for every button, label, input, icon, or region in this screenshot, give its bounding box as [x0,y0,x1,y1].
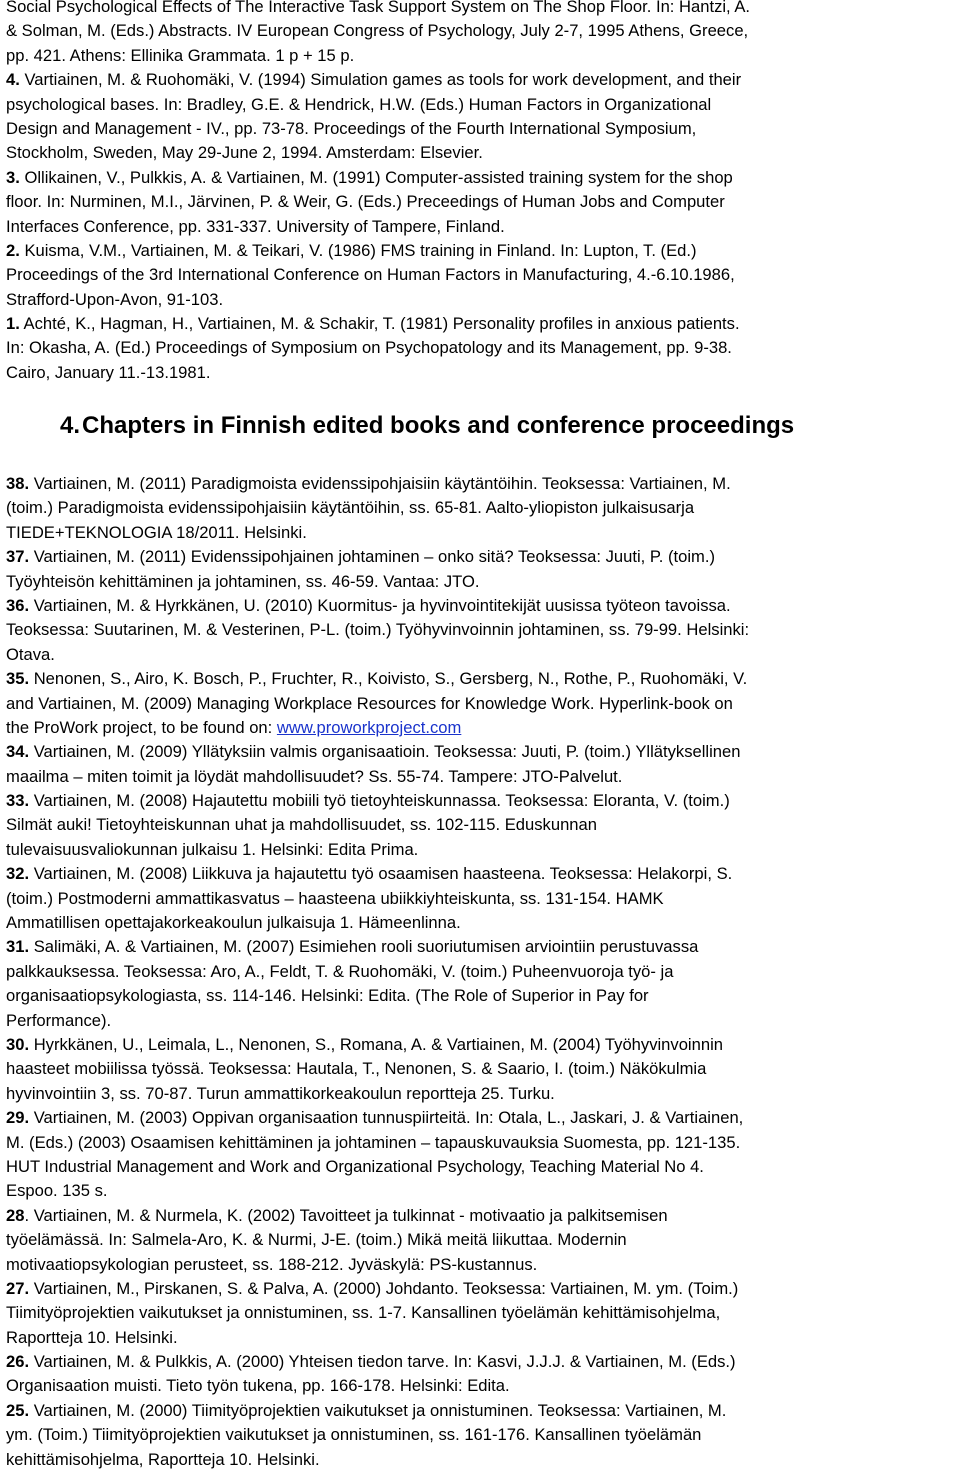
reference-text: Proceedings of the 3rd International Conference on Human Factors in Manufacturing, 4.-6.10.1986, [6,265,735,285]
reference-text: Hyrkkänen, U., Leimala, L., Nenonen, S., Romana, A. & Vartiainen, M. (2004) Työhyvinvoinnin [29,1034,723,1054]
reference-text: Ollikainen, V., Pulkkis, A. & Vartiainen, M. (1991) Computer-assisted training system for the shop [19,167,733,187]
section-title: Chapters in Finnish edited books and conference proceedings [82,412,795,439]
reference-text: Silmät auki! Tietoyhteiskunnan uhat ja mahdollisuudet, ss. 102-115. Eduskunnan [6,815,597,835]
reference-text: Stockholm, Sweden, May 29-June 2, 1994. Amsterdam: Elsevier. [6,143,483,163]
reference-text: Kuisma, V.M., Vartiainen, M. & Teikari, V. (1986) FMS training in Finland. In: Lupton, T. (Ed.) [19,240,697,260]
reference-number: 33. [6,791,30,811]
reference-entry-1 [6,312,958,336]
reference-text: Vartiainen, M. & Pulkkis, A. (2000) Yhteisen tiedon tarve. In: Kasvi, J.J.J. & Vartiainen, M. (Eds.) [29,1352,736,1372]
reference-text: In: Okasha, A. (Ed.) Proceedings of Symposium on Psychopatology and its Management, pp. 9-38. [6,338,732,358]
reference-entry-32 [6,862,958,886]
reference-entry-36 [6,594,958,618]
reference-text: psychological bases. In: Bradley, G.E. & Hendrick, H.W. (Eds.) Human Factors in Organizational [6,94,712,114]
reference-number: 34. [6,742,30,762]
reference-number: 2. [6,240,20,260]
reference-number: 26. [6,1352,30,1372]
reference-text: Ammatillisen opettajakorkeakoulun julkaisuja 1. Hämeenlinna. [6,913,461,933]
section-number: 4. [59,412,80,439]
reference-text: organisaatiopsykologiasta, ss. 114-146. Helsinki: Edita. (The Role of Superior in Pay for [6,986,649,1006]
reference-text: Tiimityöprojektien vaikutukset ja onnistuminen, ss. 1-7. Kansallinen työelämän kehittämisohjelma, [6,1303,721,1323]
reference-text: and Vartiainen, M. (2009) Managing Workplace Resources for Knowledge Work. Hyperlink-book on [6,693,733,713]
reference-entry-4 [6,68,958,92]
reference-text: M. (Eds.) (2003) Osaamisen kehittäminen ja johtaminen – tapauskuvauksia Suomesta, pp. 121-135. [6,1132,741,1152]
reference-number: 1. [6,314,20,334]
reference-number: 35. [6,669,30,689]
reference-text: (toim.) Paradigmoista evidenssipohjaisiin käytäntöihin, ss. 65-81. Aalto-yliopiston julkaisusarja [6,498,695,518]
reference-text: Performance). [6,1010,112,1030]
reference-text: (toim.) Postmoderni ammattikasvatus – haasteena ubiikkiyhteiskunta, ss. 131-154. HAMK [6,888,664,908]
prowork-link[interactable]: www.proworkproject.com [276,717,462,737]
reference-number: 4. [6,70,20,90]
reference-text: Teoksessa: Suutarinen, M. & Vesterinen, P-L. (toim.) Työhyvinvoinnin johtaminen, ss. 79-99. Helsinki: [6,620,750,640]
reference-text: Cairo, January 11.-13.1981. [6,362,211,382]
reference-text: Vartiainen, M. (2003) Oppivan organisaation tunnuspiirteitä. In: Otala, L., Jaskari, J. & Vartiainen, [29,1108,744,1128]
reference-text: Espoo. 135 s. [6,1181,108,1201]
reference-entry-29 [6,1106,958,1130]
reference-number: 36. [6,595,30,615]
reference-text: HUT Industrial Management and Work and Organizational Psychology, Teaching Material No 4. [6,1156,704,1176]
reference-text: the ProWork project, to be found on: [6,717,277,737]
reference-entry-35 [6,667,958,691]
reference-entry-38 [6,472,958,496]
reference-entry-2 [6,239,958,263]
reference-text: motivaatiopsykologian perusteet, ss. 188-212. Jyväskylä: PS-kustannus. [6,1254,538,1274]
reference-text: TIEDE+TEKNOLOGIA 18/2011. Helsinki. [6,522,307,542]
reference-number: 3. [6,167,20,187]
reference-entry-27 [6,1277,958,1301]
ref-continuation-line: & Solman, M. (Eds.) Abstracts. IV European Congress of Psychology, July 2-7, 1995 Athens, Greece, [6,21,749,41]
reference-text: Salimäki, A. & Vartiainen, M. (2007) Esimiehen rooli suoriutumisen arviointiin perustuvassa [29,937,699,957]
reference-text: Vartiainen, M. (2000) Tiimityöprojektien vaikutukset ja onnistuminen. Teoksessa: Vartiainen, M. [29,1400,727,1420]
reference-text: Vartiainen, M. & Ruohomäki, V. (1994) Simulation games as tools for work development, and their [19,70,742,90]
reference-text: Nenonen, S., Airo, K. Bosch, P., Fruchter, R., Koivisto, S., Gersberg, N., Rothe, P., Ruohomäki, V. [29,669,748,689]
reference-text: Vartiainen, M. (2011) Paradigmoista evidenssipohjaisiin käytäntöihin. Teoksessa: Vartiainen, M. [29,474,731,493]
reference-text: hyvinvointiin 3, ss. 70-87. Turun ammattikorkeakoulun reportteja 25. Turku. [6,1083,555,1103]
reference-text: . Vartiainen, M. & Nurmela, K. (2002) Tavoitteet ja tulkinnat - motivaatio ja palkitsemisen [24,1205,668,1225]
reference-number: 27. [6,1278,30,1298]
reference-entry-37 [6,545,958,569]
reference-text: Interfaces Conference, pp. 331-337. University of Tampere, Finland. [6,216,505,236]
reference-number: 38. [6,474,30,493]
reference-entry-31 [6,935,958,959]
reference-entry-28 [6,1204,958,1228]
reference-text: Vartiainen, M., Pirskanen, S. & Palva, A. (2000) Johdanto. Teoksessa: Vartiainen, M. ym. (Toim.) [29,1278,739,1298]
reference-number: 28 [6,1205,25,1225]
reference-number: 25. [6,1400,30,1420]
reference-number: 29. [6,1108,30,1128]
reference-text: Achté, K., Hagman, H., Vartiainen, M. & Schakir, T. (1981) Personality profiles in anxious patients. [19,314,740,334]
reference-entry-25 [6,1399,958,1423]
finnish-references [6,472,958,1472]
reference-entry-33 [6,789,958,813]
reference-text: ym. (Toim.) Tiimityöprojektien vaikutukset ja onnistuminen, ss. 161-176. Kansallinen työelämän [6,1425,702,1445]
section-heading [6,410,794,442]
reference-text: Strafford-Upon-Avon, 91-103. [6,289,224,309]
reference-text: Vartiainen, M. & Hyrkkänen, U. (2010) Kuormitus- ja hyvinvointitekijät uusissa työteon tavoissa. [29,595,731,615]
reference-text: Vartiainen, M. (2008) Hajautettu mobiili työ tietoyhteiskunnassa. Teoksessa: Eloranta, V. (toim.) [29,791,730,811]
reference-text: kehittämisohjelma, Raportteja 10. Helsinki. [6,1449,320,1469]
reference-text: floor. In: Nurminen, M.I., Järvinen, P. & Weir, G. (Eds.) Preceedings of Human Jobs and Computer [6,192,725,212]
reference-text: tulevaisuusvaliokunnan julkaisu 1. Helsinki: Edita Prima. [6,839,419,859]
reference-text: Vartiainen, M. (2008) Liikkuva ja hajautettu työ osaamisen haasteena. Teoksessa: Helakorpi, S. [29,864,733,884]
reference-text: työelämässä. In: Salmela-Aro, K. & Nurmi, J-E. (toim.) Mikä meitä liikuttaa. Modernin [6,1230,627,1250]
reference-text: maailma – miten toimit ja löydät mahdollisuudet? Ss. 55-74. Tampere: JTO-Palvelut. [6,766,623,786]
reference-text: Otava. [6,644,55,664]
reference-number: 32. [6,864,30,884]
reference-entry-30 [6,1033,958,1057]
reference-entry-3 [6,166,958,190]
intl-references [6,0,958,385]
reference-text: Työyhteisön kehittäminen ja johtaminen, ss. 46-59. Vantaa: JTO. [6,571,480,591]
reference-text: Vartiainen, M. (2011) Evidenssipohjainen johtaminen – onko sitä? Teoksessa: Juuti, P. (toim.) [29,547,716,567]
reference-text: palkkauksessa. Teoksessa: Aro, A., Feldt, T. & Ruohomäki, V. (toim.) Puheenvuoroja työ- ja [6,961,674,981]
reference-text: Raportteja 10. Helsinki. [6,1327,178,1347]
reference-text: Design and Management - IV., pp. 73-78. Proceedings of the Fourth International Symposium, [6,118,697,138]
reference-number: 31. [6,937,30,957]
reference-entry-26 [6,1350,958,1374]
reference-text-with-link [6,716,958,740]
reference-text: Organisaation muisti. Tieto työn tukena, pp. 166-178. Helsinki: Edita. [6,1376,510,1396]
ref-continuation-line: Social Psychological Effects of The Interactive Task Support System on The Shop Floor. In: Hantzi, A. [6,0,751,16]
reference-text: haasteet mobiilissa työssä. Teoksessa: Hautala, T., Nenonen, S. & Saario, I. (toim.) Näkökulmia [6,1059,707,1079]
reference-number: 37. [6,547,30,567]
reference-entry-34 [6,740,958,764]
ref-continuation-line: pp. 421. Athens: Ellinika Grammata. 1 p + 15 p. [6,45,355,65]
reference-text: Vartiainen, M. (2009) Yllätyksiin valmis organisaatioin. Teoksessa: Juuti, P. (toim.) Yllätyksellinen [29,742,741,762]
reference-number: 30. [6,1034,30,1054]
